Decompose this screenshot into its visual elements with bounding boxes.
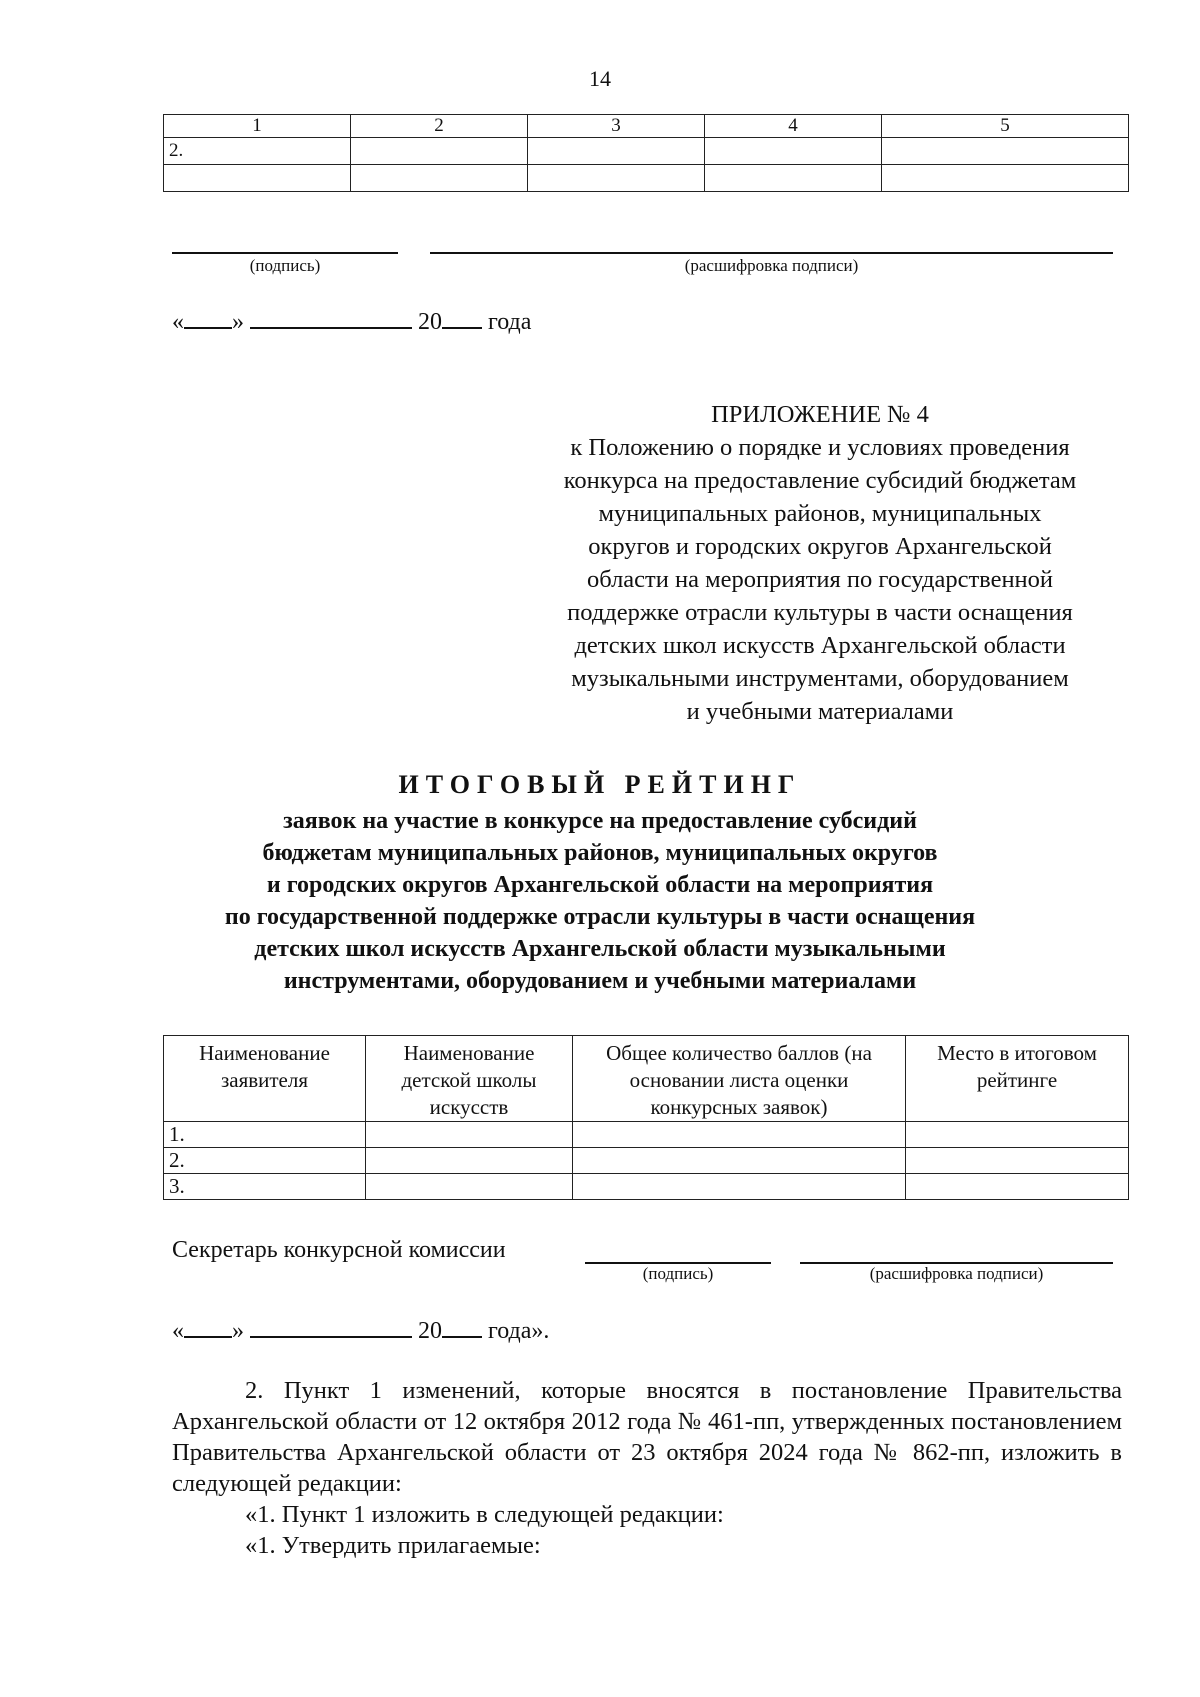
table-row	[164, 1122, 1129, 1148]
table-cell: 2.	[164, 1148, 366, 1174]
top-table-header: 1	[164, 115, 351, 138]
table-row	[164, 138, 1129, 165]
date-line	[172, 1314, 549, 1345]
appendix-line: конкурса на предоставление субсидий бюджетам	[563, 467, 1077, 494]
table-row	[164, 1174, 1129, 1200]
table-cell	[366, 1174, 573, 1200]
day-blank	[184, 305, 232, 329]
top-table-header: 3	[528, 115, 705, 138]
table-cell	[528, 165, 705, 192]
subtitle-line: инструментами, оборудованием и учебными материалами	[283, 968, 917, 994]
table-cell	[366, 1148, 573, 1174]
subtitle-line: бюджетам муниципальных районов, муниципальных округов	[262, 840, 938, 866]
quote-open: «	[172, 309, 184, 335]
month-blank	[250, 1314, 412, 1338]
document-title: ИТОГОВЫЙ РЕЙТИНГ	[398, 770, 802, 799]
rating-table-header: Наименование детской школы искусств	[366, 1036, 573, 1122]
rating-table	[163, 1035, 1129, 1200]
amendment-paragraph	[172, 1375, 1122, 1561]
top-table-header: 5	[882, 115, 1129, 138]
quote-open: «	[172, 1318, 184, 1344]
table-cell: 1.	[164, 1122, 366, 1148]
paragraph-line: «1. Пункт 1 изложить в следующей редакции:	[245, 1501, 724, 1528]
year-word: года	[488, 309, 532, 335]
month-blank	[250, 305, 412, 329]
table-cell	[351, 138, 528, 165]
appendix-line: и учебными материалами	[686, 698, 954, 725]
appendix-block	[490, 398, 1150, 728]
quote-close: »	[232, 309, 244, 335]
table-cell	[906, 1122, 1129, 1148]
appendix-line: муниципальных районов, муниципальных	[598, 500, 1042, 527]
rating-table-header-row	[164, 1036, 1129, 1122]
subtitle-line: по государственной поддержке отрасли культуры в части оснащения	[224, 904, 976, 930]
appendix-line: музыкальными инструментами, оборудованием	[571, 665, 1069, 692]
table-row	[164, 165, 1129, 192]
appendix-line: поддержке отрасли культуры в части оснащения	[567, 599, 1073, 626]
year-prefix: 20	[418, 1318, 442, 1344]
year-blank	[442, 1314, 482, 1338]
table-cell	[906, 1174, 1129, 1200]
day-blank	[184, 1314, 232, 1338]
table-cell: 2.	[164, 138, 351, 165]
paragraph-text: 2. Пункт 1 изменений, которые вносятся в постановление Правительства Архангельской области от 12 октября 2012 года № 461-пп, утвержденных постановлением Правительства Архангельской области от 23 октября 2024 года № 862-пп, изложить в следующей редакции:	[172, 1377, 1122, 1497]
table-cell	[573, 1122, 906, 1148]
signature-caption: (подпись)	[249, 256, 321, 275]
table-cell	[351, 165, 528, 192]
document-subtitle	[150, 805, 1050, 997]
appendix-line: детских школ искусств Архангельской области	[574, 632, 1066, 659]
top-table-header-row	[164, 115, 1129, 138]
subtitle-line: детских школ искусств Архангельской области музыкальными	[254, 936, 946, 962]
paragraph-line: «1. Утвердить прилагаемые:	[245, 1532, 541, 1559]
table-cell	[906, 1148, 1129, 1174]
secretary-signature-caption: (подпись)	[642, 1264, 714, 1283]
signature-decoding-line	[430, 252, 1113, 254]
year-blank	[442, 305, 482, 329]
subtitle-line: и городских округов Архангельской области на мероприятия	[266, 872, 934, 898]
date-line	[172, 305, 531, 336]
secretary-decoding-caption: (расшифровка подписи)	[869, 1264, 1044, 1283]
table-cell	[705, 165, 882, 192]
secretary-label: Секретарь конкурсной комиссии	[172, 1237, 506, 1263]
rating-table-header: Общее количество баллов (на основании листа оценки конкурсных заявок)	[573, 1036, 906, 1122]
table-cell	[882, 165, 1129, 192]
table-cell	[882, 138, 1129, 165]
table-cell	[573, 1148, 906, 1174]
table-cell: 3.	[164, 1174, 366, 1200]
year-prefix: 20	[418, 309, 442, 335]
table-row	[164, 1148, 1129, 1174]
appendix-line: к Положению о порядке и условиях проведения	[570, 434, 1070, 461]
top-table-header: 2	[351, 115, 528, 138]
page-number: 14	[589, 66, 611, 91]
table-cell	[164, 165, 351, 192]
table-cell	[705, 138, 882, 165]
table-cell	[573, 1174, 906, 1200]
appendix-line: области на мероприятия по государственной	[586, 566, 1054, 593]
quote-close: »	[232, 1318, 244, 1344]
subtitle-line: заявок на участие в конкурсе на предоставление субсидий	[283, 808, 917, 834]
year-word: года».	[488, 1318, 550, 1344]
signature-decoding-caption: (расшифровка подписи)	[684, 256, 859, 275]
rating-table-header: Место в итоговом рейтинге	[906, 1036, 1129, 1122]
rating-table-header: Наименование заявителя	[164, 1036, 366, 1122]
appendix-line: округов и городских округов Архангельской	[588, 533, 1052, 560]
table-cell	[366, 1122, 573, 1148]
appendix-heading: ПРИЛОЖЕНИЕ № 4	[711, 401, 929, 428]
top-table-header: 4	[705, 115, 882, 138]
top-table	[163, 114, 1129, 192]
table-cell	[528, 138, 705, 165]
signature-line	[172, 252, 398, 254]
